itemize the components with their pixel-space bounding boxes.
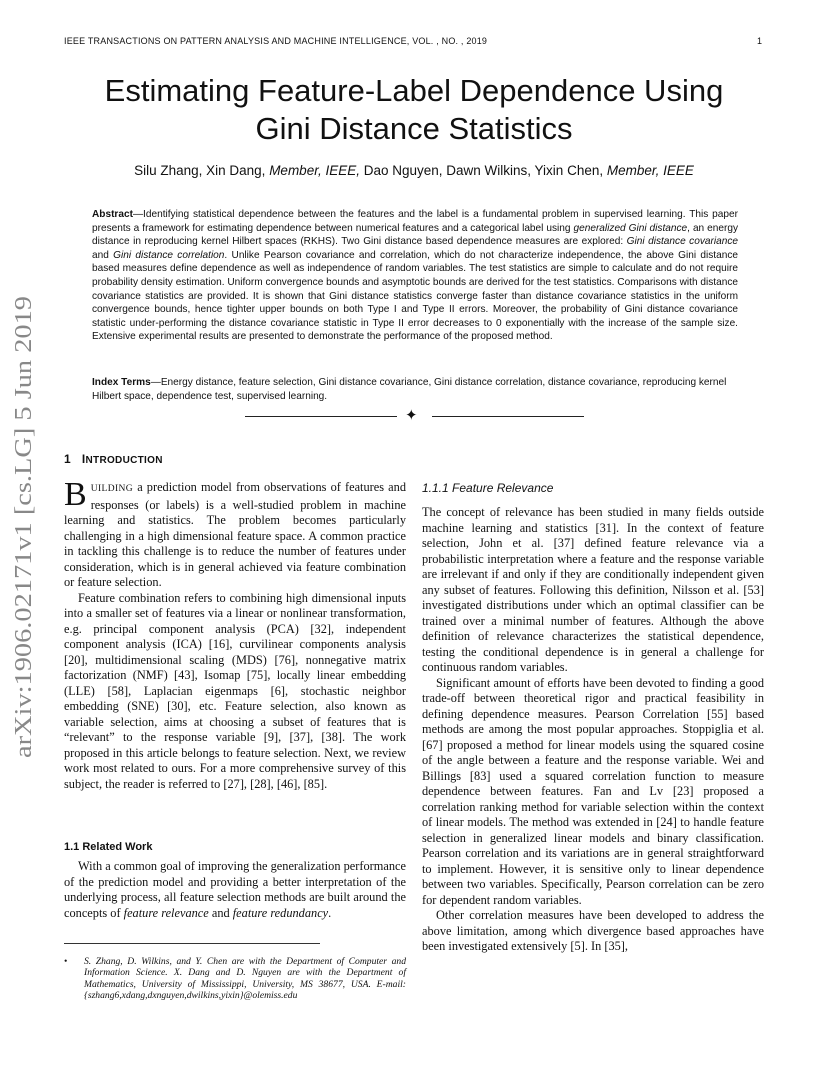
related-work-text-1: With a common goal of improving the generalization performance of the prediction model and providing a better interpretation of the underlying process, all feature selection methods are built around the concepts of — [64, 859, 406, 920]
paper-title-line1: Estimating Feature-Label Dependence Using — [104, 73, 724, 108]
related-work-paragraph — [64, 859, 406, 921]
intro-paragraph-2: Feature combination refers to combining high dimensional inputs into a smaller set of features via a linear or nonlinear transformation, e.g. principal component analysis (PCA) [32], independent component analysis (ICA) [16], curvilinear components analysis [20], multidimensional scaling (MDS) [76], nonnegative matrix factorization (NMF) [43], Isomap [75], locally linear embedding (LLE) [58], Laplacian eigenmaps [6], stochastic neighbor embedding (SNE) [30], etc. Feature selection, also known as variable selection, aims at choosing a subset of features that is “relevant” to the response variable [9], [37], [38]. The work proposed in this article belongs to feature selection. Next, we review work most related to ours. For a more comprehensive survey of this subject, the reader is referred to [27], [28], [46], [85]. — [64, 590, 406, 791]
section-heading — [64, 452, 163, 466]
abstract-label: Abstract — [92, 209, 133, 220]
authors-membership1: Member, IEEE, — [269, 163, 360, 178]
intro-p1-text: a prediction model from observations of features and responses (or labels) is a well-studied problem in machine learning and statistics. The problem becomes particularly challenging in a high dimensional feature space. A common practice in tackling this challenge is to reduce the number of features under consideration, which is in general achieved via feature combination or feature selection. — [64, 480, 406, 589]
arxiv-stamp-text: arXiv:1906.02171v1 [cs.LG] 5 Jun 2019 — [11, 367, 37, 758]
authors-part2: Dao Nguyen, Dawn Wilkins, Yixin Chen, — [359, 163, 607, 178]
related-work-term-1: feature relevance — [123, 905, 209, 920]
footnote-bullet-icon: • — [64, 956, 68, 967]
left-column-related-work — [64, 859, 406, 921]
separator-diamond-icon: ✦ — [405, 408, 418, 424]
index-terms-text: —Energy distance, feature selection, Gini distance covariance, Gini distance correlation, distance covariance, reproducing kernel Hilbert space, dependence test, supervised learning. — [92, 377, 727, 402]
section-title-initial: I — [81, 452, 86, 466]
arxiv-stamp — [0, 0, 40, 1072]
relevance-paragraph-3: Other correlation measures have been developed to address the above limitation, among which divergence based approaches have been investigated extensively [5]. In [35], — [422, 908, 764, 953]
page-number: 1 — [757, 36, 763, 46]
intro-smallcaps: UILDING — [90, 484, 134, 494]
dropcap-letter: B — [64, 476, 87, 513]
paper-title-line2: Gini Distance Statistics — [255, 111, 573, 146]
footnote-rule — [64, 943, 320, 944]
paper-title — [0, 72, 828, 148]
related-work-text-2: and — [208, 905, 233, 920]
related-work-text-3: . — [328, 905, 332, 920]
abstract-text-2: , an energy distance in reproducing kernel Hilbert spaces (RKHS). Two Gini distance based dependence measures are explored: — [92, 222, 739, 248]
footnote-text: S. Zhang, D. Wilkins, and Y. Chen are with the Department of Computer and Information Science. X. Dang and D. Nguyen are with the Department of Mathematics, University of Mississippi, University, MS 38677, USA. E-mail: {szhang6,xdang,dxnguyen,dwilkins,yixin}@olemiss.edu — [84, 956, 406, 1001]
abstract-term-3: Gini distance correlation — [113, 249, 225, 261]
relevance-paragraph-2: Significant amount of efforts have been devoted to finding a good trade-off between theoretical rigor and practical feasibility in defining dependence measures. Pearson Correlation [55] based methods are among the most popular approaches. Stoppiglia et al. [67] proposed a method for linear models using the squared cosine of the angle between a feature and the response variable. Wei and Billings [83] used a squared correlation function to measure dependence between features. Fan and Lv [23] proposed a correlation ranking method for variable selection within the context of linear models. The method was extended in [24] to handle feature selection in generalized linear models and binary classification. Pearson correlation and its variations are in general straightforward to implement. However, it is sensitive only to linear dependence between two variables. Specifically, Pearson correlation can be zero for dependent random variables. — [422, 675, 764, 907]
footnote — [64, 956, 406, 1001]
related-work-term-2: feature redundancy — [232, 905, 329, 920]
relevance-paragraph-1: The concept of relevance has been studied in many fields outside machine learning and statistics [31]. In the context of feature selection, John et al. [37] defined feature relevance via a probabilistic interpretation where a feature and the response variable are irrelevant if and only if they are conditionally independent given any subset of features. Following this definition, Nilsson et al. [53] investigated distributions under which an optimal classifier can be trained over a minimal number of features. Although the above definition of relevance characterizes the statistical dependence, testing the conditional dependence is in general a challenge for continuous random variables. — [422, 505, 764, 674]
abstract-term-2: Gini distance covariance — [626, 236, 738, 248]
separator-rule-right — [432, 416, 584, 417]
subsubsection-heading-feature-relevance: 1.1.1 Feature Relevance — [422, 481, 554, 495]
abstract-term-1: generalized Gini distance — [573, 222, 688, 234]
section-number: 1 — [64, 452, 71, 466]
abstract-text-1: —Identifying statistical dependence between the features and the label is a fundamental problem in supervised learning. This paper presents a framework for estimating dependence between numerical features and a categorical label using — [92, 209, 738, 234]
subsection-heading-related-work: 1.1 Related Work — [64, 841, 153, 853]
index-terms-label: Index Terms — [92, 377, 151, 388]
authors-membership2: Member, IEEE — [606, 163, 694, 178]
separator-rule-left — [245, 416, 397, 417]
author-list — [0, 163, 828, 178]
abstract-text-3: and — [92, 249, 114, 261]
authors-part1: Silu Zhang, Xin Dang, — [134, 163, 270, 178]
abstract-text-4: . Unlike Pearson covariance and correlation, which do not characterize independence, the above Gini distance based measures define dependence as well as independence of random variables. The test statistics are simple to calculate and do not require probability density estimation. Uniform convergence bounds and asymptotic bounds are derived for the test statistics. Comparisons with distance covariance statistics are provided. It is shown that Gini distance statistics converge faster than distance covariance statistics in the uniform convergence bounds, hence tighter upper bounds on both Type I and Type II errors. Moreover, the probability of Gini distance covariance statistic under-performing the distance covariance statistic in Type II error decreases to 0 exponentially with the increase of the sample size. Extensive experimental results are presented to demonstrate the performance of the proposed method. — [92, 249, 738, 343]
right-column — [422, 505, 764, 955]
section-title-rest: NTRODUCTION — [85, 455, 163, 466]
index-terms — [92, 376, 738, 403]
intro-paragraph-1 — [64, 476, 406, 591]
abstract — [92, 208, 738, 344]
left-column-intro — [64, 476, 406, 792]
journal-header: IEEE TRANSACTIONS ON PATTERN ANALYSIS AND MACHINE INTELLIGENCE, VOL. , NO. , 2019 — [64, 36, 488, 46]
